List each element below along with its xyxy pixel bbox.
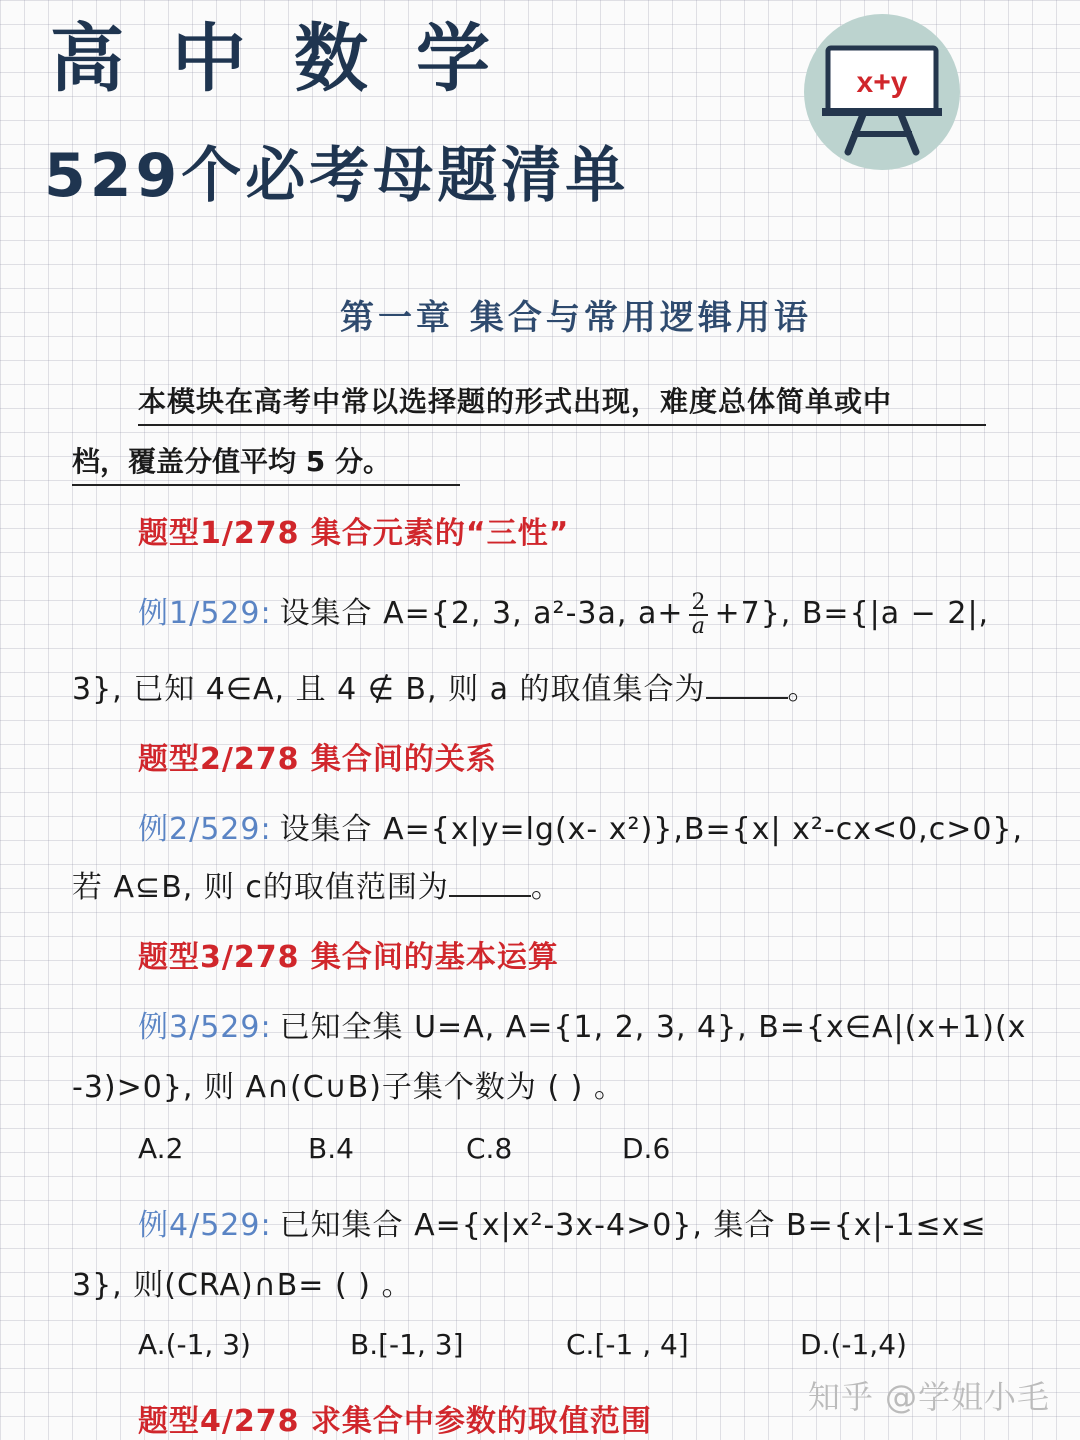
fraction-2-over-a — [689, 589, 708, 639]
example-1-text-b: +7}, B={|a − 2|, — [714, 596, 990, 631]
type-heading-2: 题型2/278 集合间的关系 — [138, 742, 497, 777]
answer-blank — [449, 869, 531, 897]
example-3-text-a: 已知全集 U=A, A={1, 2, 3, 4}, B={x∈A|(x+1)(x — [279, 1010, 1027, 1045]
example-4-text-a: 已知集合 A={x|x²-3x-4>0}, 集合 B={x|-1≤x≤ — [279, 1208, 987, 1243]
example-3-label: 例3/529: — [138, 1010, 272, 1045]
example-1-label: 例1/529: — [138, 596, 272, 631]
example-2-period: 。 — [530, 870, 562, 905]
chapter-heading: 第一章 集合与常用逻辑用语 — [340, 298, 812, 338]
example-4-label: 例4/529: — [138, 1208, 272, 1243]
type-heading-4: 题型4/278 求集合中参数的取值范围 — [138, 1404, 652, 1439]
example-4-line-1 — [138, 1200, 987, 1244]
example-4-line-2: 3}, 则(CRA)∩B= ( ) 。 — [72, 1268, 413, 1303]
example-3-option-d: D.6 — [622, 1132, 671, 1165]
example-4-option-d: D.(-1,4) — [800, 1328, 907, 1361]
example-2-line-1 — [138, 804, 1023, 848]
example-2-text-b: 若 A⊆B, 则 c的取值范围为 — [72, 870, 449, 905]
example-1-text-a: 设集合 A={2, 3, a²-3a, a+ — [279, 596, 684, 631]
badge-formula: x+y — [856, 66, 908, 99]
blackboard-badge — [802, 12, 962, 172]
example-3-option-b: B.4 — [308, 1132, 354, 1165]
fraction-numerator: 2 — [691, 589, 707, 615]
example-3-option-c: C.8 — [466, 1132, 513, 1165]
example-1-period: 。 — [787, 672, 819, 707]
example-1-text-c: 3}, 已知 4∈A, 且 4 ∉ B, 则 a 的取值集合为 — [72, 672, 706, 707]
example-3-line-2: -3)>0}, 则 A∩(C∪B)子集个数为 ( ) 。 — [72, 1070, 625, 1105]
fraction-denominator: a — [691, 613, 707, 639]
example-2-line-2 — [72, 862, 562, 906]
example-4-option-c: C.[-1 , 4] — [566, 1328, 689, 1361]
example-1-line-1 — [138, 588, 989, 638]
example-1-line-2 — [72, 664, 819, 708]
example-3-line-1 — [138, 1002, 1026, 1046]
page-title: 高中数学 — [50, 16, 538, 102]
answer-blank — [706, 671, 788, 699]
example-4-option-b: B.[-1, 3] — [350, 1328, 464, 1361]
intro-line-2: 档，覆盖分值平均 5 分。 — [72, 440, 460, 486]
example-4-option-a: A.(-1, 3) — [138, 1328, 251, 1361]
intro-line-1: 本模块在高考中常以选择题的形式出现，难度总体简单或中 — [138, 380, 986, 426]
type-heading-3: 题型3/278 集合间的基本运算 — [138, 940, 559, 975]
example-3-option-a: A.2 — [138, 1132, 184, 1165]
page-subtitle: 529个必考母题清单 — [44, 141, 630, 211]
example-2-label: 例2/529: — [138, 812, 272, 847]
blackboard-icon — [802, 12, 962, 172]
type-heading-1: 题型1/278 集合元素的“三性” — [138, 516, 570, 551]
example-2-text-a: 设集合 A={x|y=lg(x- x²)},B={x| x²-cx<0,c>0}, — [279, 812, 1024, 847]
watermark: 知乎 @学姐小毛 — [807, 1378, 1050, 1416]
